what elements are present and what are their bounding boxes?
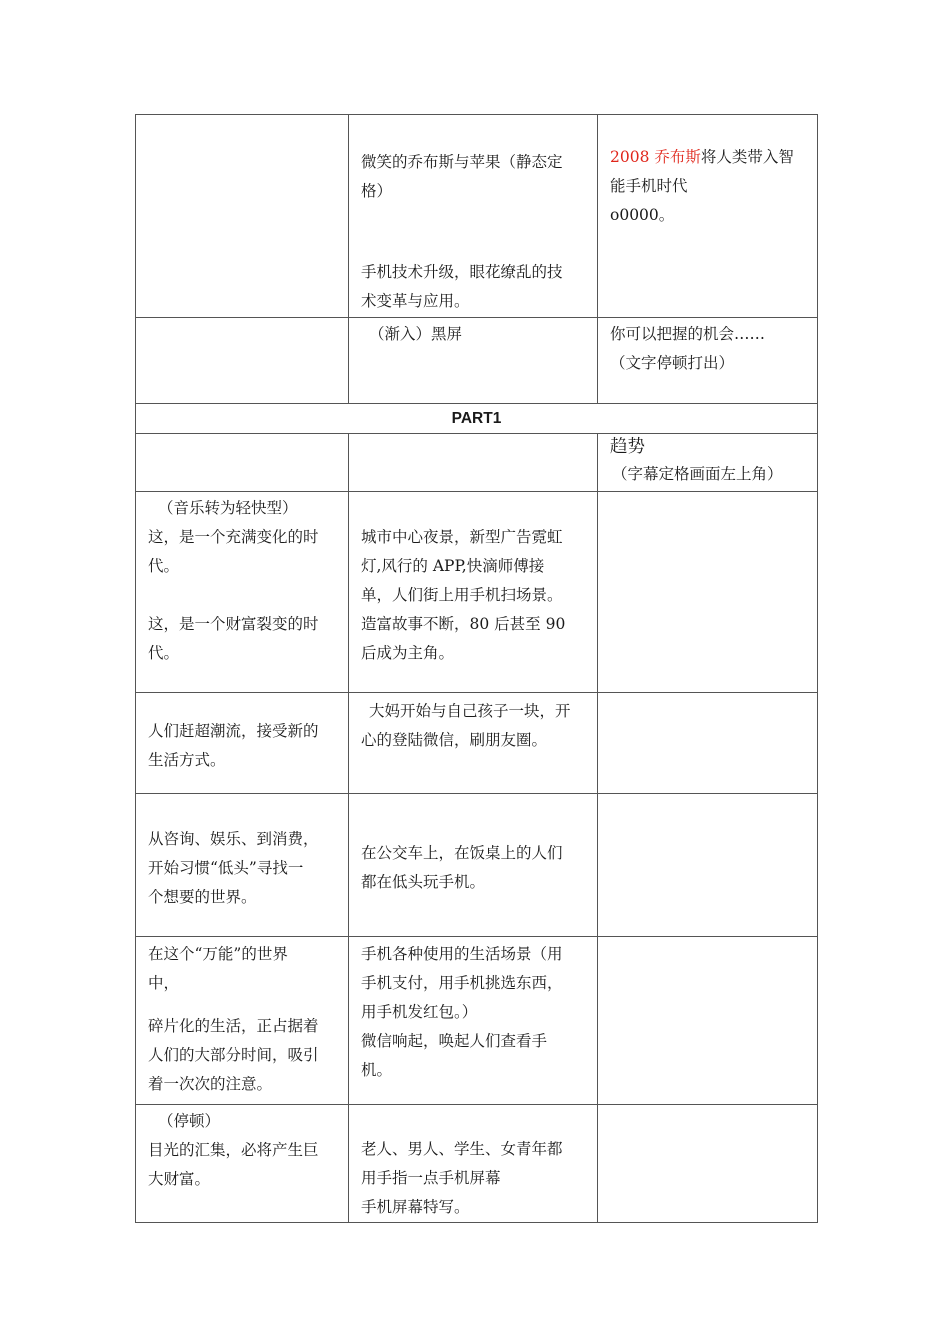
cell-line: 趋势 — [610, 437, 645, 457]
visual-cell — [349, 1105, 598, 1223]
caption-cell — [598, 1105, 818, 1223]
cell-line: 手机各种使用的生活场景（用 — [361, 945, 563, 963]
cell-line — [610, 143, 805, 172]
cell-line: 术变革与应用。 — [361, 292, 470, 310]
cell-line: 大妈开始与自己孩子一块，开 — [369, 702, 571, 720]
caption-cell — [598, 318, 818, 404]
cell-line: 都在低头玩手机。 — [361, 873, 486, 891]
cell-line: o0000。 — [610, 206, 675, 224]
visual-cell — [349, 693, 598, 794]
caption-cell — [598, 693, 818, 794]
visual-cell — [349, 937, 598, 1105]
caption-cell — [598, 937, 818, 1105]
cell-line: 这，是一个财富裂变的时 — [148, 615, 319, 633]
cell-line: 从咨询、娱乐、到消费， — [148, 830, 319, 848]
cell-line: 生活方式。 — [148, 751, 226, 769]
table-row — [136, 115, 818, 318]
visual-cell — [349, 794, 598, 937]
table-row — [136, 318, 818, 404]
narration-cell — [136, 1105, 349, 1223]
highlight-text: 2008 乔布斯 — [610, 148, 701, 166]
caption-cell — [598, 492, 818, 693]
cell-line: 用手机发红包。） — [361, 1003, 478, 1021]
cell-line: 机。 — [361, 1061, 393, 1079]
section-title: PART1 — [136, 404, 818, 434]
cell-line: 心的登陆微信，刷朋友圈。 — [361, 731, 548, 749]
cell-line: 微信响起，唤起人们查看手 — [361, 1032, 548, 1050]
cell-line: 着一次次的注意。 — [148, 1075, 273, 1093]
cell-line: 手机支付，用手机挑选东西， — [361, 974, 563, 992]
cell-line: 手机技术升级，眼花缭乱的技 — [361, 263, 563, 281]
cell-line: 这，是一个充满变化的时 — [148, 528, 319, 546]
table-row — [136, 434, 818, 492]
narration-cell — [136, 693, 349, 794]
cell-line: 中， — [148, 974, 180, 992]
cell-line: 造富故事不断，80 后甚至 90 — [361, 615, 566, 633]
cell-line: 手机屏幕特写。 — [361, 1198, 470, 1216]
cell-line: 大财富。 — [148, 1170, 211, 1188]
section-header-row — [136, 404, 818, 434]
cell-line: 后成为主角。 — [361, 644, 455, 662]
cell-line: （停顿） — [158, 1112, 221, 1130]
cell-line: （文字停顿打出） — [610, 354, 735, 372]
cell-line: 用手指一点手机屏幕 — [361, 1169, 501, 1187]
visual-cell — [349, 492, 598, 693]
cell-line: 碎片化的生活，正占据着 — [148, 1017, 319, 1035]
caption-cell — [598, 115, 818, 318]
storyboard-table — [135, 114, 818, 1223]
table-row — [136, 794, 818, 937]
cell-line: 在这个“万能”的世界 — [148, 945, 288, 963]
cell-line: 微笑的乔布斯与苹果（静态定 — [361, 153, 563, 171]
table-row — [136, 1105, 818, 1223]
cell-line: （音乐转为轻快型） — [158, 499, 298, 517]
cell-line: 个想要的世界。 — [148, 888, 257, 906]
cell-line: 开始习惯“低头”寻找一 — [148, 859, 304, 877]
cell-line: 代。 — [148, 644, 180, 662]
cell-line: 人们赶超潮流，接受新的 — [148, 722, 319, 740]
cell-line: （字幕定格画面左上角） — [612, 465, 783, 483]
cell-line: 格） — [361, 182, 393, 200]
cell-line: 城市中心夜景，新型广告霓虹 — [361, 528, 563, 546]
cell-line: 代。 — [148, 557, 180, 575]
table-row — [136, 693, 818, 794]
cell-line: 人们的大部分时间，吸引 — [148, 1046, 319, 1064]
caption-cell — [598, 434, 818, 492]
narration-cell — [136, 492, 349, 693]
visual-cell — [349, 115, 598, 318]
cell-line: （渐入）黑屏 — [369, 325, 463, 343]
caption-text: 将人类带入智 — [700, 148, 794, 166]
narration-cell — [136, 937, 349, 1105]
cell-line: 在公交车上，在饭桌上的人们 — [361, 844, 563, 862]
caption-cell — [598, 794, 818, 937]
cell-line: 单，人们街上用手机扫场景。 — [361, 586, 563, 604]
narration-cell — [136, 794, 349, 937]
table-row — [136, 492, 818, 693]
cell-line: 目光的汇集，必将产生巨 — [148, 1141, 319, 1159]
cell-line: 能手机时代 — [610, 177, 688, 195]
cell-line: 你可以把握的机会…… — [610, 325, 766, 343]
narration-cell — [136, 434, 349, 492]
table-row — [136, 937, 818, 1105]
visual-cell — [349, 318, 598, 404]
cell-line: 老人、男人、学生、女青年都 — [361, 1140, 563, 1158]
cell-line: 灯,风行的 APP,快滴师傅接 — [361, 557, 545, 575]
narration-cell — [136, 115, 349, 318]
visual-cell — [349, 434, 598, 492]
narration-cell — [136, 318, 349, 404]
